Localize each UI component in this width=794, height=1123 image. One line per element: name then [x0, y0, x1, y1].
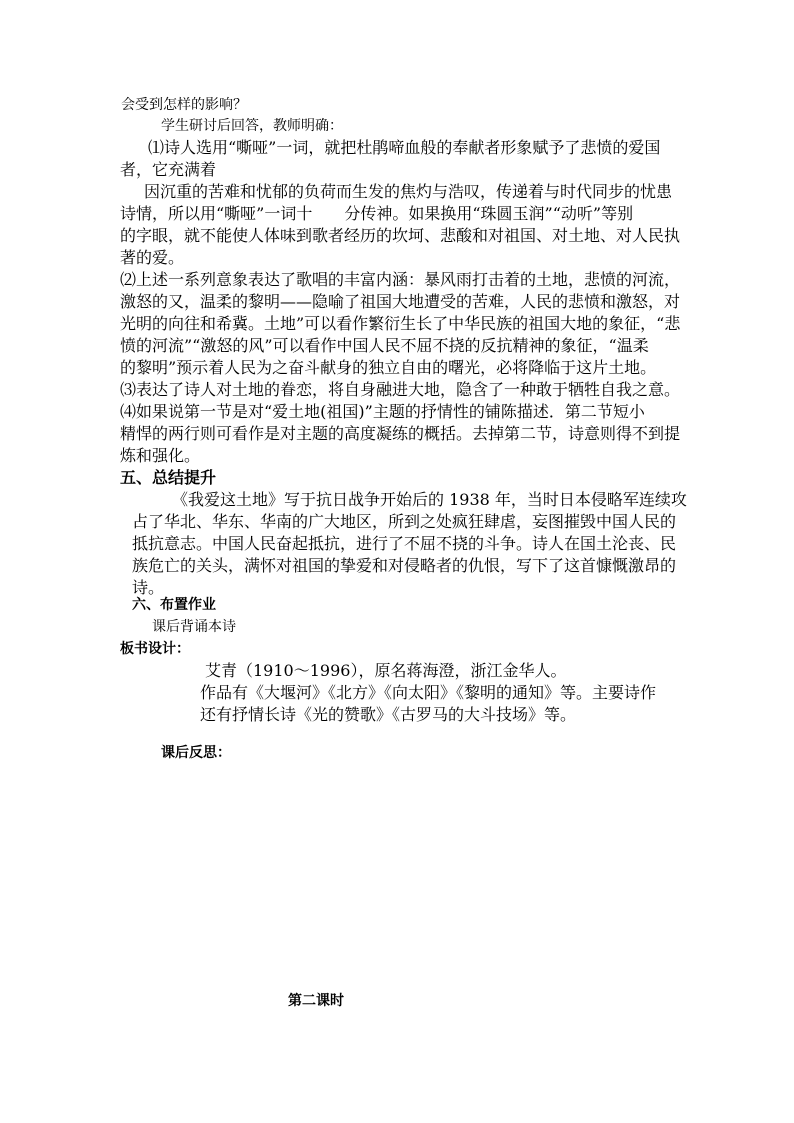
paragraph-line: 抵抗意志。中国人民奋起抵抗，进行了不屈不挠的斗争。诗人在国土沦丧、民 — [132, 534, 677, 553]
paragraph-line: ⑵上述一系列意象表达了歌唱的丰富内涵：暴风雨打击着的土地，悲愤的河流， — [120, 270, 681, 289]
paragraph-line: 炼和强化。 — [120, 446, 201, 465]
paragraph-line: 占了华北、华东、华南的广大地区，所到之处疯狂肆虐，妄图摧毁中国人民的 — [132, 512, 677, 531]
section-heading: 课后反思： — [161, 745, 231, 761]
paragraph-line: 会受到怎样的影响？ — [121, 97, 247, 113]
paragraph-line: 族危亡的关头，满怀对祖国的挚爱和对侵略者的仇恨，写下了这首慷慨激昂的 — [132, 556, 677, 575]
paragraph-line: 的黎明”预示着人民为之奋斗献身的独立自由的曙光，必将降临于这片土地。 — [120, 358, 657, 377]
paragraph-line: 者，它充满着 — [120, 160, 217, 179]
paragraph-line: 作品有《大堰河》《北方》《向太阳》《黎明的通知》等。主要诗作 — [200, 683, 657, 702]
paragraph-line: 光明的向往和希冀。土地”可以看作繁衍生长了中华民族的祖国大地的象征，“悲 — [120, 314, 681, 333]
section-heading: 五、总结提升 — [120, 468, 217, 487]
paragraph-line: 还有抒情长诗《光的赞歌》《古罗马的大斗技场》等。 — [200, 705, 577, 724]
paragraph-line: 的字眼，就不能使人体味到歌者经历的坎坷、悲酸和对祖国、对土地、对人民执 — [120, 226, 681, 245]
paragraph-line: ⑷如果说第一节是对“爱土地(祖国)”主题的抒情性的铺陈描述．第二节短小 — [120, 402, 645, 421]
paragraph-line: ⑶表达了诗人对土地的眷恋，将自身融进大地，隐含了一种敢于牺牲自我之意。 — [120, 380, 681, 399]
paragraph-line: 因沉重的苦难和忧郁的负荷而生发的焦灼与浩叹，传递着与时代同步的忧患 — [144, 182, 673, 201]
paragraph-line: 艾青（1910～1996），原名蒋海澄，浙江金华人。 — [205, 661, 567, 680]
paragraph-line: 诗。 — [132, 578, 165, 597]
paragraph-line: 精悍的两行则可看作是对主题的高度凝练的概括。去掉第二节，诗意则得不到提 — [120, 424, 681, 443]
paragraph-line: 学生研讨后回答，教师明确： — [161, 118, 343, 134]
paragraph-line: 课后背诵本诗 — [152, 619, 236, 635]
section-heading: 第二课时 — [288, 993, 344, 1009]
section-heading: 板书设计： — [120, 641, 190, 657]
paragraph-line: ⑴诗人选用“嘶哑”一词，就把杜鹃啼血般的奉献者形象赋予了悲愤的爱国 — [148, 138, 661, 157]
paragraph-line: 诗情，所以用“嘶哑”一词十 分传神。如果换用“珠圆玉润”“动听”等别 — [120, 204, 634, 223]
paragraph-line: 《我爱这土地》写于抗日战争开始后的 1938 年，当时日本侵略军连续攻 — [172, 490, 687, 509]
section-heading: 六、布置作业 — [132, 597, 216, 613]
paragraph-line: 著的爱。 — [120, 248, 185, 267]
paragraph-line: 激怒的又，温柔的黎明——隐喻了祖国大地遭受的苦难，人民的悲愤和激怒，对 — [120, 292, 681, 311]
paragraph-line: 愤的河流”“激怒的风”可以看作中国人民不屈不挠的反抗精神的象征，“温柔 — [120, 336, 649, 355]
